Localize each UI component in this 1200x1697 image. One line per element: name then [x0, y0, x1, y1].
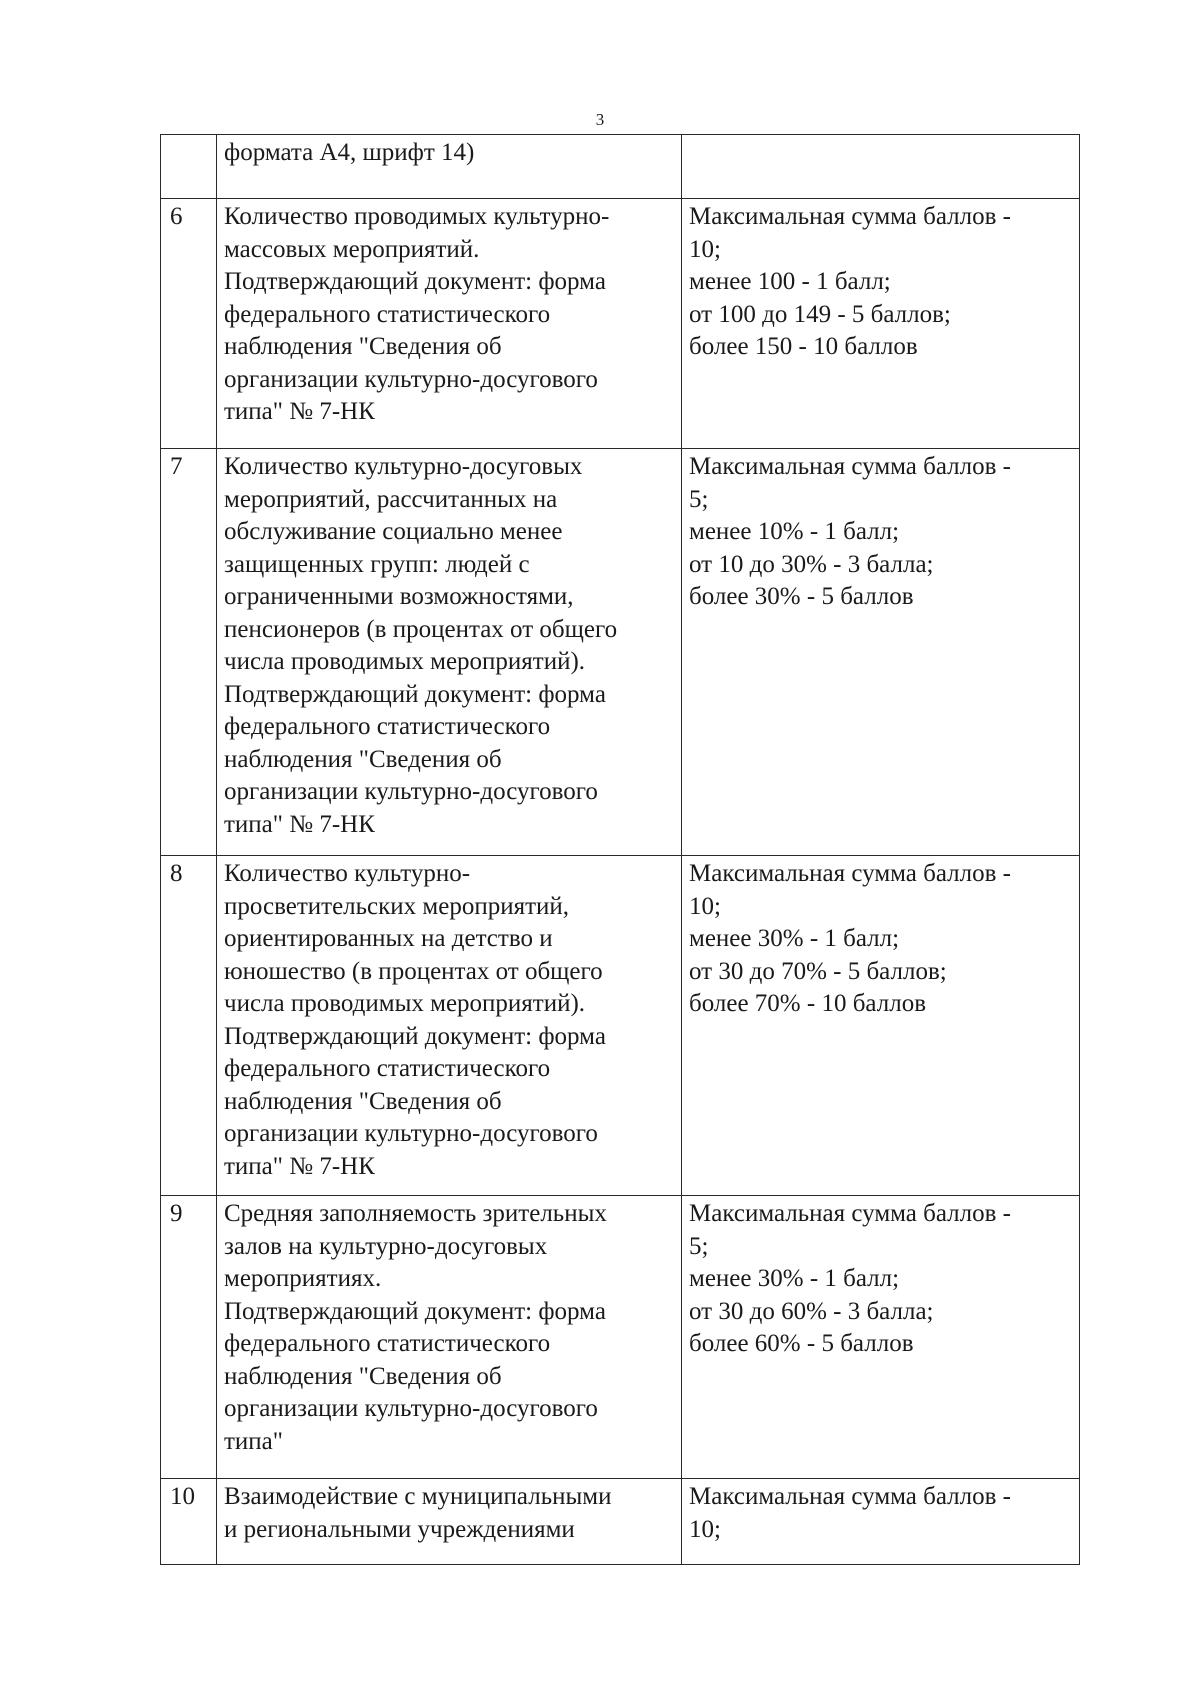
- score-line: от 10 до 30% - 3 балла;: [689, 550, 934, 578]
- criterion-description-cell: [217, 449, 682, 856]
- scoring-cell: [682, 856, 1080, 1196]
- score-line: более 150 - 10 баллов: [689, 333, 918, 360]
- description-line: организации культурно-досугового: [224, 365, 598, 393]
- description-line: наблюдения "Сведения об: [224, 333, 502, 360]
- description-line: организации культурно-досугового: [224, 778, 598, 805]
- score-line: 5;: [689, 1232, 709, 1260]
- description-line: организации культурно-досугового: [224, 1120, 598, 1147]
- description-line: пенсионеров (в процентах от общего: [224, 615, 618, 643]
- description-line: Подтверждающий документ: форма: [224, 680, 606, 708]
- score-line: менее 30% - 1 балл;: [689, 1265, 900, 1292]
- description-line: мероприятиях.: [224, 1265, 382, 1292]
- description-line: Подтверждающий документ: форма: [224, 268, 606, 295]
- description-line: числа проводимых мероприятий).: [224, 990, 586, 1017]
- description-line: Количество культурно-досуговых: [224, 453, 583, 480]
- score-line: Максимальная сумма баллов -: [689, 1483, 1012, 1510]
- score-line: 5;: [689, 485, 709, 513]
- row-number-cell: 10: [161, 1479, 217, 1565]
- description-line: формата А4, шрифт 14): [224, 139, 475, 166]
- description-line: Количество проводимых культурно-: [224, 203, 610, 230]
- score-line: Максимальная сумма баллов -: [689, 1200, 1012, 1227]
- score-line: более 70% - 10 баллов: [689, 990, 926, 1017]
- description-line: федерального статистического: [224, 1330, 551, 1357]
- scoring-cell: [682, 1196, 1080, 1479]
- description-line: и региональными учреждениями: [224, 1515, 575, 1543]
- description-line: Количество культурно-: [224, 860, 471, 887]
- row-number-cell: 7: [161, 449, 217, 856]
- description-line: типа": [224, 1427, 283, 1455]
- row-number-cell: [161, 135, 217, 199]
- score-line: 10;: [689, 1515, 721, 1543]
- score-line: менее 10% - 1 балл;: [689, 518, 900, 545]
- description-line: защищенных групп: людей с: [224, 550, 530, 578]
- description-line: типа" № 7-НК: [224, 398, 375, 425]
- description-line: федерального статистического: [224, 300, 551, 328]
- description-line: залов на культурно-досуговых: [224, 1232, 548, 1260]
- criteria-table: [160, 134, 1080, 1565]
- criterion-description-cell: [217, 1479, 682, 1565]
- score-line: более 30% - 5 баллов: [689, 583, 914, 610]
- description-line: организации культурно-досугового: [224, 1395, 598, 1422]
- criterion-description-cell: [217, 856, 682, 1196]
- description-line: обслуживание социально менее: [224, 518, 563, 545]
- description-line: наблюдения "Сведения об: [224, 1087, 502, 1115]
- description-line: Подтверждающий документ: форма: [224, 1022, 606, 1050]
- description-line: ограниченными возможностями,: [224, 583, 574, 610]
- row-number-cell: 6: [161, 199, 217, 449]
- table-row: [161, 449, 1080, 856]
- description-line: юношество (в процентах от общего: [224, 957, 603, 985]
- description-line: числа проводимых мероприятий).: [224, 648, 586, 675]
- description-line: мероприятий, рассчитанных на: [224, 485, 558, 513]
- description-line: Взаимодействие с муниципальными: [224, 1483, 612, 1510]
- score-line: менее 30% - 1 балл;: [689, 925, 900, 952]
- score-line: от 100 до 149 - 5 баллов;: [689, 300, 951, 328]
- score-line: от 30 до 70% - 5 баллов;: [689, 957, 947, 985]
- row-number-cell: 9: [161, 1196, 217, 1479]
- description-line: Подтверждающий документ: форма: [224, 1297, 606, 1325]
- row-number-cell: 8: [161, 856, 217, 1196]
- score-line: Максимальная сумма баллов -: [689, 203, 1012, 230]
- description-line: ориентированных на детство и: [224, 925, 553, 952]
- table-row: [161, 135, 1080, 199]
- table-row: [161, 1479, 1080, 1565]
- table-row: [161, 856, 1080, 1196]
- page-number: 3: [595, 110, 605, 129]
- criterion-description-cell: [217, 199, 682, 449]
- score-line: Максимальная сумма баллов -: [689, 860, 1012, 887]
- criterion-description-cell: [217, 135, 682, 199]
- score-line: Максимальная сумма баллов -: [689, 453, 1012, 480]
- description-line: наблюдения "Сведения об: [224, 745, 502, 773]
- scoring-cell: [682, 1479, 1080, 1565]
- score-line: более 60% - 5 баллов: [689, 1330, 914, 1357]
- description-line: федерального статистического: [224, 1055, 551, 1082]
- description-line: наблюдения "Сведения об: [224, 1362, 502, 1390]
- description-line: массовых мероприятий.: [224, 235, 480, 263]
- scoring-cell: [682, 135, 1080, 199]
- scoring-cell: [682, 449, 1080, 856]
- criterion-description-cell: [217, 1196, 682, 1479]
- table-row: [161, 1196, 1080, 1479]
- score-line: от 30 до 60% - 3 балла;: [689, 1297, 934, 1325]
- description-line: федерального статистического: [224, 713, 551, 740]
- scoring-cell: [682, 199, 1080, 449]
- score-line: 10;: [689, 235, 721, 263]
- score-line: 10;: [689, 892, 721, 920]
- table-body: [161, 135, 1080, 1565]
- description-line: типа" № 7-НК: [224, 1152, 375, 1180]
- table-row: [161, 199, 1080, 449]
- description-line: просветительских мероприятий,: [224, 892, 570, 920]
- description-line: типа" № 7-НК: [224, 810, 375, 838]
- description-line: Средняя заполняемость зрительных: [224, 1200, 607, 1227]
- score-line: менее 100 - 1 балл;: [689, 268, 891, 295]
